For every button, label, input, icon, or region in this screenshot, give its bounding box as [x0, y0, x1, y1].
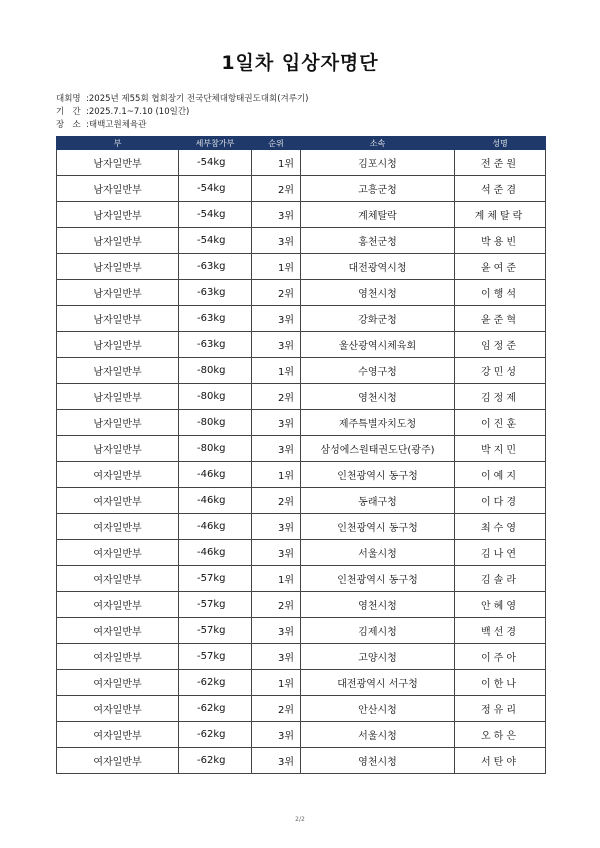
- weight-class-cell: -57kg: [179, 592, 252, 618]
- affiliation-cell: 영천시청: [301, 748, 455, 774]
- affiliation-cell: 계체탈락: [301, 202, 455, 228]
- name-cell: 이다경: [455, 488, 546, 514]
- rank-cell: 1위: [252, 566, 301, 592]
- name-cell: 강민성: [455, 358, 546, 384]
- division-cell: 남자일반부: [57, 202, 179, 228]
- division-cell: 남자일반부: [57, 280, 179, 306]
- name-cell: 윤여준: [455, 254, 546, 280]
- name-cell: 계체탈락: [455, 202, 546, 228]
- name-cell: 석준겸: [455, 176, 546, 202]
- weight-class-cell: -54kg: [179, 228, 252, 254]
- affiliation-cell: 고양시청: [301, 644, 455, 670]
- table-row: [57, 462, 546, 488]
- weight-class-cell: -46kg: [179, 488, 252, 514]
- name-cell: 임정준: [455, 332, 546, 358]
- division-cell: 남자일반부: [57, 228, 179, 254]
- name-cell: 정유리: [455, 696, 546, 722]
- event-venue-row: 장 소 : 태백고원체육관: [56, 120, 147, 130]
- affiliation-cell: 제주특별자치도청: [301, 410, 455, 436]
- name-cell: 김나연: [455, 540, 546, 566]
- table-row: [57, 436, 546, 462]
- affiliation-cell: 고흥군청: [301, 176, 455, 202]
- rank-cell: 2위: [252, 696, 301, 722]
- name-cell: 이주아: [455, 644, 546, 670]
- table-row: [57, 280, 546, 306]
- weight-class-cell: -54kg: [179, 202, 252, 228]
- table-row: [57, 670, 546, 696]
- rank-cell: 2위: [252, 280, 301, 306]
- rank-cell: 1위: [252, 462, 301, 488]
- header-affiliation: 소속: [301, 137, 455, 150]
- affiliation-cell: 울산광역시체육회: [301, 332, 455, 358]
- table-row: [57, 592, 546, 618]
- weight-class-cell: -46kg: [179, 540, 252, 566]
- header-name: 성명: [455, 137, 546, 150]
- table-row: [57, 618, 546, 644]
- event-name-label: 대회명: [56, 94, 81, 104]
- rank-cell: 1위: [252, 670, 301, 696]
- affiliation-cell: 대전광역시 서구청: [301, 670, 455, 696]
- event-name-value: 2025년 제55회 협회장기 전국단체대항태권도대회(겨루기): [88, 94, 309, 104]
- affiliation-cell: 대전광역시청: [301, 254, 455, 280]
- table-body: [57, 150, 546, 774]
- division-cell: 남자일반부: [57, 176, 179, 202]
- name-cell: 박지민: [455, 436, 546, 462]
- name-cell: 오하은: [455, 722, 546, 748]
- table-row: [57, 202, 546, 228]
- table-row: [57, 514, 546, 540]
- table-row: [57, 410, 546, 436]
- affiliation-cell: 영천시청: [301, 280, 455, 306]
- name-cell: 박용빈: [455, 228, 546, 254]
- name-cell: 백선경: [455, 618, 546, 644]
- event-period-label: 기 간: [56, 107, 81, 117]
- weight-class-cell: -80kg: [179, 410, 252, 436]
- header-weight-class: 세부참가부: [179, 137, 252, 150]
- division-cell: 남자일반부: [57, 150, 179, 176]
- table-row: [57, 332, 546, 358]
- division-cell: 여자일반부: [57, 696, 179, 722]
- table-row: [57, 358, 546, 384]
- weight-class-cell: -57kg: [179, 566, 252, 592]
- table-row: [57, 722, 546, 748]
- weight-class-cell: -62kg: [179, 696, 252, 722]
- table-row: [57, 306, 546, 332]
- division-cell: 여자일반부: [57, 514, 179, 540]
- table-row: [57, 488, 546, 514]
- rank-cell: 1위: [252, 254, 301, 280]
- division-cell: 여자일반부: [57, 566, 179, 592]
- rank-cell: 3위: [252, 332, 301, 358]
- division-cell: 남자일반부: [57, 384, 179, 410]
- table-row: [57, 540, 546, 566]
- division-cell: 남자일반부: [57, 410, 179, 436]
- division-cell: 여자일반부: [57, 540, 179, 566]
- weight-class-cell: -46kg: [179, 462, 252, 488]
- event-venue-label: 장 소: [56, 120, 81, 130]
- division-cell: 여자일반부: [57, 722, 179, 748]
- table-row: [57, 696, 546, 722]
- division-cell: 남자일반부: [57, 254, 179, 280]
- name-cell: 이예지: [455, 462, 546, 488]
- affiliation-cell: 동래구청: [301, 488, 455, 514]
- affiliation-cell: 영천시청: [301, 384, 455, 410]
- table-row: [57, 228, 546, 254]
- table-row: [57, 176, 546, 202]
- affiliation-cell: 수영구청: [301, 358, 455, 384]
- rank-cell: 3위: [252, 618, 301, 644]
- affiliation-cell: 강화군청: [301, 306, 455, 332]
- division-cell: 여자일반부: [57, 592, 179, 618]
- event-info: [56, 93, 309, 132]
- table-row: [57, 384, 546, 410]
- name-cell: 안혜영: [455, 592, 546, 618]
- rank-cell: 2위: [252, 384, 301, 410]
- rank-cell: 3위: [252, 514, 301, 540]
- affiliation-cell: 서울시청: [301, 722, 455, 748]
- rank-cell: 2위: [252, 176, 301, 202]
- division-cell: 남자일반부: [57, 358, 179, 384]
- rank-cell: 3위: [252, 228, 301, 254]
- weight-class-cell: -62kg: [179, 748, 252, 774]
- header-rank: 순위: [252, 137, 301, 150]
- rank-cell: 1위: [252, 150, 301, 176]
- affiliation-cell: 영천시청: [301, 592, 455, 618]
- rank-cell: 3위: [252, 748, 301, 774]
- header-division: 부: [57, 137, 179, 150]
- rank-cell: 3위: [252, 436, 301, 462]
- rank-cell: 2위: [252, 592, 301, 618]
- rank-cell: 3위: [252, 202, 301, 228]
- table-row: [57, 566, 546, 592]
- division-cell: 여자일반부: [57, 748, 179, 774]
- affiliation-cell: 서울시청: [301, 540, 455, 566]
- weight-class-cell: -80kg: [179, 358, 252, 384]
- division-cell: 남자일반부: [57, 332, 179, 358]
- weight-class-cell: -63kg: [179, 306, 252, 332]
- affiliation-cell: 안산시청: [301, 696, 455, 722]
- rank-cell: 3위: [252, 644, 301, 670]
- table-row: [57, 254, 546, 280]
- name-cell: 이행석: [455, 280, 546, 306]
- weight-class-cell: -63kg: [179, 254, 252, 280]
- weight-class-cell: -57kg: [179, 618, 252, 644]
- rank-cell: 3위: [252, 540, 301, 566]
- table-row: [57, 644, 546, 670]
- division-cell: 여자일반부: [57, 462, 179, 488]
- event-period-row: 기 간 : 2025.7.1~7.10 (10일간): [56, 107, 190, 117]
- weight-class-cell: -63kg: [179, 332, 252, 358]
- table-row: [57, 748, 546, 774]
- division-cell: 여자일반부: [57, 644, 179, 670]
- affiliation-cell: 인천광역시 동구청: [301, 462, 455, 488]
- table-header-row: [57, 137, 546, 150]
- affiliation-cell: 홍천군청: [301, 228, 455, 254]
- winners-table: [56, 136, 546, 774]
- weight-class-cell: -62kg: [179, 722, 252, 748]
- rank-cell: 3위: [252, 306, 301, 332]
- name-cell: 김솔라: [455, 566, 546, 592]
- division-cell: 여자일반부: [57, 488, 179, 514]
- name-cell: 윤준혁: [455, 306, 546, 332]
- name-cell: 전준원: [455, 150, 546, 176]
- rank-cell: 3위: [252, 722, 301, 748]
- page-title: 1일차 입상자명단: [221, 52, 379, 74]
- event-venue-value: 태백고원체육관: [88, 120, 147, 130]
- affiliation-cell: 인천광역시 동구청: [301, 514, 455, 540]
- affiliation-cell: 김포시청: [301, 150, 455, 176]
- weight-class-cell: -46kg: [179, 514, 252, 540]
- affiliation-cell: 삼성에스원태권도단(광주): [301, 436, 455, 462]
- rank-cell: 1위: [252, 358, 301, 384]
- weight-class-cell: -57kg: [179, 644, 252, 670]
- page-number: 2/2: [295, 816, 305, 823]
- weight-class-cell: -80kg: [179, 384, 252, 410]
- name-cell: 이진훈: [455, 410, 546, 436]
- division-cell: 남자일반부: [57, 306, 179, 332]
- weight-class-cell: -54kg: [179, 150, 252, 176]
- table-row: [57, 150, 546, 176]
- weight-class-cell: -54kg: [179, 176, 252, 202]
- name-cell: 이한나: [455, 670, 546, 696]
- division-cell: 여자일반부: [57, 618, 179, 644]
- weight-class-cell: -80kg: [179, 436, 252, 462]
- event-period-value: 2025.7.1~7.10 (10일간): [88, 107, 190, 117]
- rank-cell: 3위: [252, 410, 301, 436]
- name-cell: 김정제: [455, 384, 546, 410]
- division-cell: 남자일반부: [57, 436, 179, 462]
- rank-cell: 2위: [252, 488, 301, 514]
- weight-class-cell: -62kg: [179, 670, 252, 696]
- event-name-row: 대회명 : 2025년 제55회 협회장기 전국단체대항태권도대회(겨루기): [56, 94, 309, 104]
- name-cell: 서탄야: [455, 748, 546, 774]
- affiliation-cell: 김제시청: [301, 618, 455, 644]
- division-cell: 여자일반부: [57, 670, 179, 696]
- name-cell: 최수영: [455, 514, 546, 540]
- weight-class-cell: -63kg: [179, 280, 252, 306]
- affiliation-cell: 인천광역시 동구청: [301, 566, 455, 592]
